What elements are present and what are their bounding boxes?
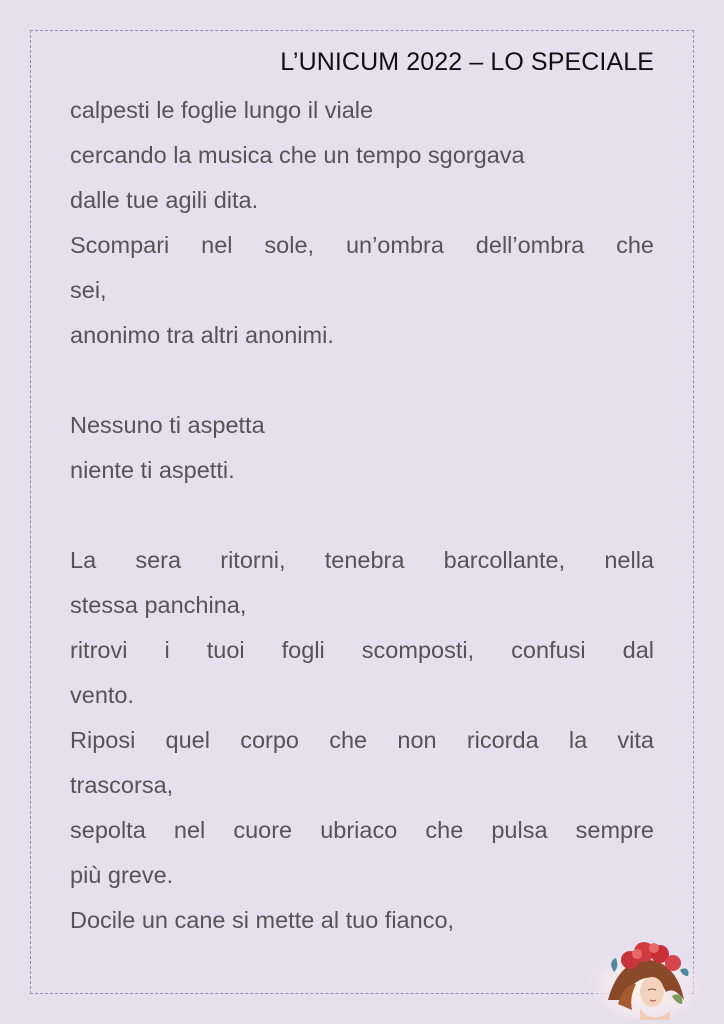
stanza-break <box>70 358 654 403</box>
decorative-portrait-illustration <box>588 930 700 1020</box>
poem-line: Docile un cane si mette al tuo fianco, <box>70 907 455 933</box>
poem-line: ritrovi i tuoi fogli scomposti, confusi dal <box>70 637 654 663</box>
page-header-title: L’UNICUM 2022 – LO SPECIALE <box>280 48 654 76</box>
poem-line: trascorsa, <box>70 772 174 798</box>
poem-line: Scompari nel sole, un’ombra dell’ombra che <box>70 232 654 258</box>
poem-line: vento. <box>70 682 135 708</box>
poem-line: cercando la musica che un tempo sgorgava <box>70 142 525 168</box>
poem-line: anonimo tra altri anonimi. <box>70 322 334 348</box>
stanza-break <box>70 493 654 538</box>
poem-line: dalle tue agili dita. <box>70 187 259 213</box>
poem-line: Nessuno ti aspetta <box>70 412 265 438</box>
poem-line: sepolta nel cuore ubriaco che pulsa sempre <box>70 817 654 843</box>
poem-line: calpesti le foglie lungo il viale <box>70 97 374 123</box>
poem-body <box>70 88 654 943</box>
poem-line: Riposi quel corpo che non ricorda la vita <box>70 727 654 753</box>
poem-line: niente ti aspetti. <box>70 457 235 483</box>
poem-line: stessa panchina, <box>70 592 247 618</box>
poem-line: più greve. <box>70 862 174 888</box>
poem-line: sei, <box>70 277 107 303</box>
poem-line: La sera ritorni, tenebra barcollante, nella <box>70 547 654 573</box>
